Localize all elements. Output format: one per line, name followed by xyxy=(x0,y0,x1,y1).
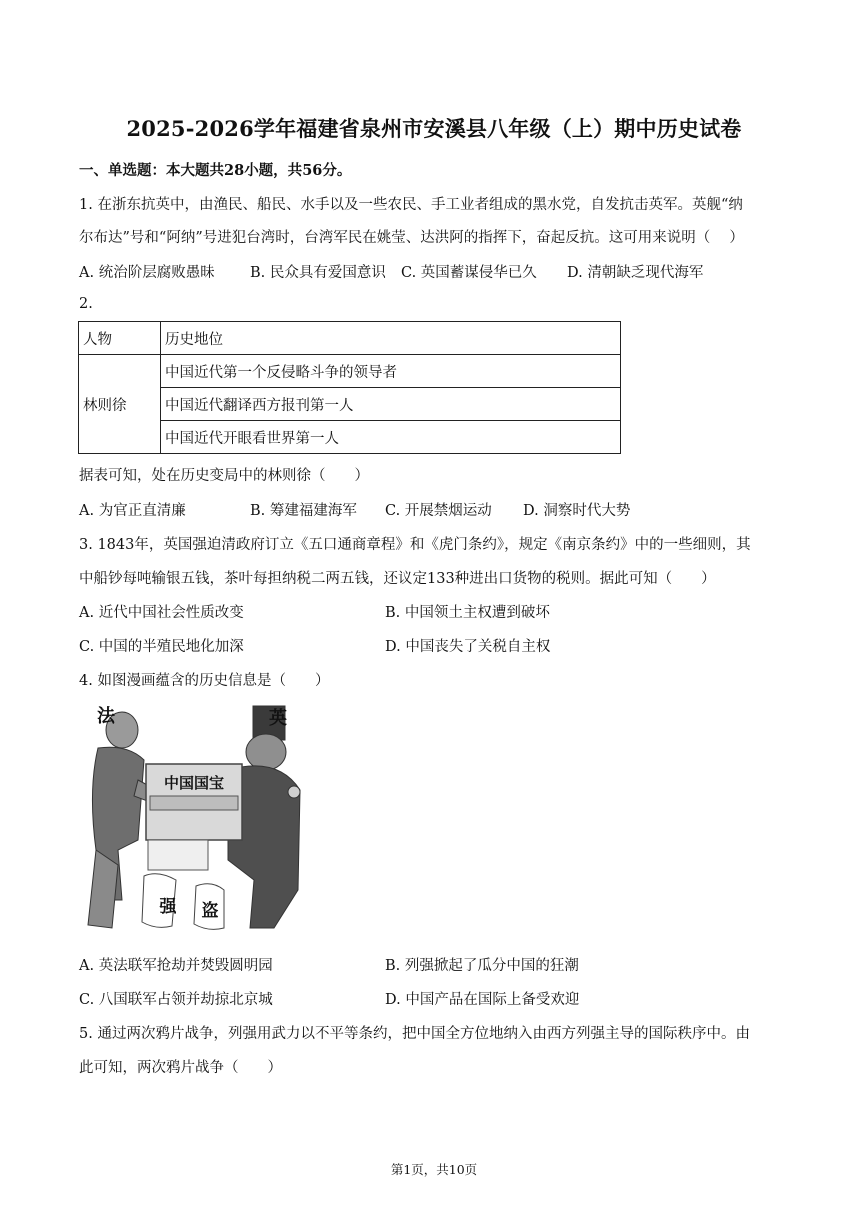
q3-line2: 中船钞每吨输银五钱，茶叶每担纳税二两五钱，还议定133种进出口货物的税则。据此可知（ ） xyxy=(79,571,716,587)
q1-line2: 尔布达”号和“阿纳”号进犯台湾时，台湾军民在姚莹、达洪阿的指挥下，奋起反抗。这可用来说明（ ） xyxy=(79,230,744,246)
q4-question: 4. 如图漫画蕴含的历史信息是（ ） xyxy=(79,673,330,689)
q2-number: 2. xyxy=(79,296,93,312)
table-header-person: 人物 xyxy=(79,322,161,355)
section-heading xyxy=(79,159,351,180)
q1-option-c[interactable]: C. 英国蓄谋侵华已久 xyxy=(401,265,537,281)
history-table xyxy=(78,321,621,454)
q2-option-b[interactable]: B. 筹建福建海军 xyxy=(250,503,357,519)
q5-line2: 此可知，两次鸦片战争（ ） xyxy=(79,1060,282,1076)
section-score: 56 xyxy=(302,162,323,179)
table-cell: 中国近代翻译西方报刊第一人 xyxy=(161,388,621,421)
page-footer: 第1页，共10页 xyxy=(390,1162,478,1177)
q2-option-d[interactable]: D. 洞察时代大势 xyxy=(523,503,631,519)
q4-option-d[interactable]: D. 中国产品在国际上备受欢迎 xyxy=(385,992,580,1008)
q4-option-b[interactable]: B. 列强掀起了瓜分中国的狂潮 xyxy=(385,958,579,974)
table-cell: 中国近代第一个反侵略斗争的领导者 xyxy=(161,355,621,388)
table-header-status: 历史地位 xyxy=(161,322,621,355)
q3-option-c[interactable]: C. 中国的半殖民地化加深 xyxy=(79,639,244,655)
q3-option-b[interactable]: B. 中国领土主权遭到破坏 xyxy=(385,605,550,621)
cartoon-label-dao: 盗 xyxy=(201,901,219,920)
table-person-cell: 林则徐 xyxy=(79,355,161,454)
q1-option-d[interactable]: D. 清朝缺乏现代海军 xyxy=(567,265,704,281)
q3-option-a[interactable]: A. 近代中国社会性质改变 xyxy=(79,605,244,621)
q2-question: 据表可知，处在历史变局中的林则徐（ ） xyxy=(79,468,369,484)
table-row xyxy=(79,355,621,388)
q3-option-d[interactable]: D. 中国丧失了关税自主权 xyxy=(385,639,551,655)
q1-line1: 1. 在浙东抗英中，由渔民、船民、水手以及一些农民、手工业者组成的黑水党，自发抗击英军。英舰“纳 xyxy=(79,197,743,213)
q4-option-c[interactable]: C. 八国联军占领并劫掠北京城 xyxy=(79,992,273,1008)
page-title: 2025-2026学年福建省泉州市安溪县八年级（上）期中历史试卷 xyxy=(126,116,742,141)
cartoon-label-treasure: 中国国宝 xyxy=(163,775,225,792)
q1-option-b[interactable]: B. 民众具有爱国意识 xyxy=(250,265,386,281)
section-mid: 小题，共 xyxy=(244,162,303,179)
q5-line1: 5. 通过两次鸦片战争，列强用武力以不平等条约，把中国全方位地纳入由西方列强主导的国际秩序中。由 xyxy=(79,1026,750,1042)
table-row xyxy=(79,388,621,421)
section-end: 分。 xyxy=(322,162,352,179)
q3-line1: 3. 1843年，英国强迫清政府订立《五口通商章程》和《虎门条约》，规定《南京条约》中的一些细则，其 xyxy=(79,537,751,553)
q1-option-a[interactable]: A. 统治阶层腐败愚昧 xyxy=(79,265,215,281)
cartoon-label-qiang: 强 xyxy=(159,897,177,916)
q2-option-c[interactable]: C. 开展禁烟运动 xyxy=(385,503,492,519)
q4-option-a[interactable]: A. 英法联军抢劫并焚毁圆明园 xyxy=(79,958,273,974)
cartoon-label-france: 法 xyxy=(97,706,115,726)
table-row xyxy=(79,421,621,454)
cartoon-label-england: 英 xyxy=(269,708,287,728)
q2-option-a[interactable]: A. 为官正直清廉 xyxy=(79,503,186,519)
cartoon-image xyxy=(78,700,310,940)
section-count: 28 xyxy=(224,162,245,179)
table-cell: 中国近代开眼看世界第一人 xyxy=(161,421,621,454)
section-label: 一、单选题：本大题共 xyxy=(79,162,224,179)
table-header-row xyxy=(79,322,621,355)
